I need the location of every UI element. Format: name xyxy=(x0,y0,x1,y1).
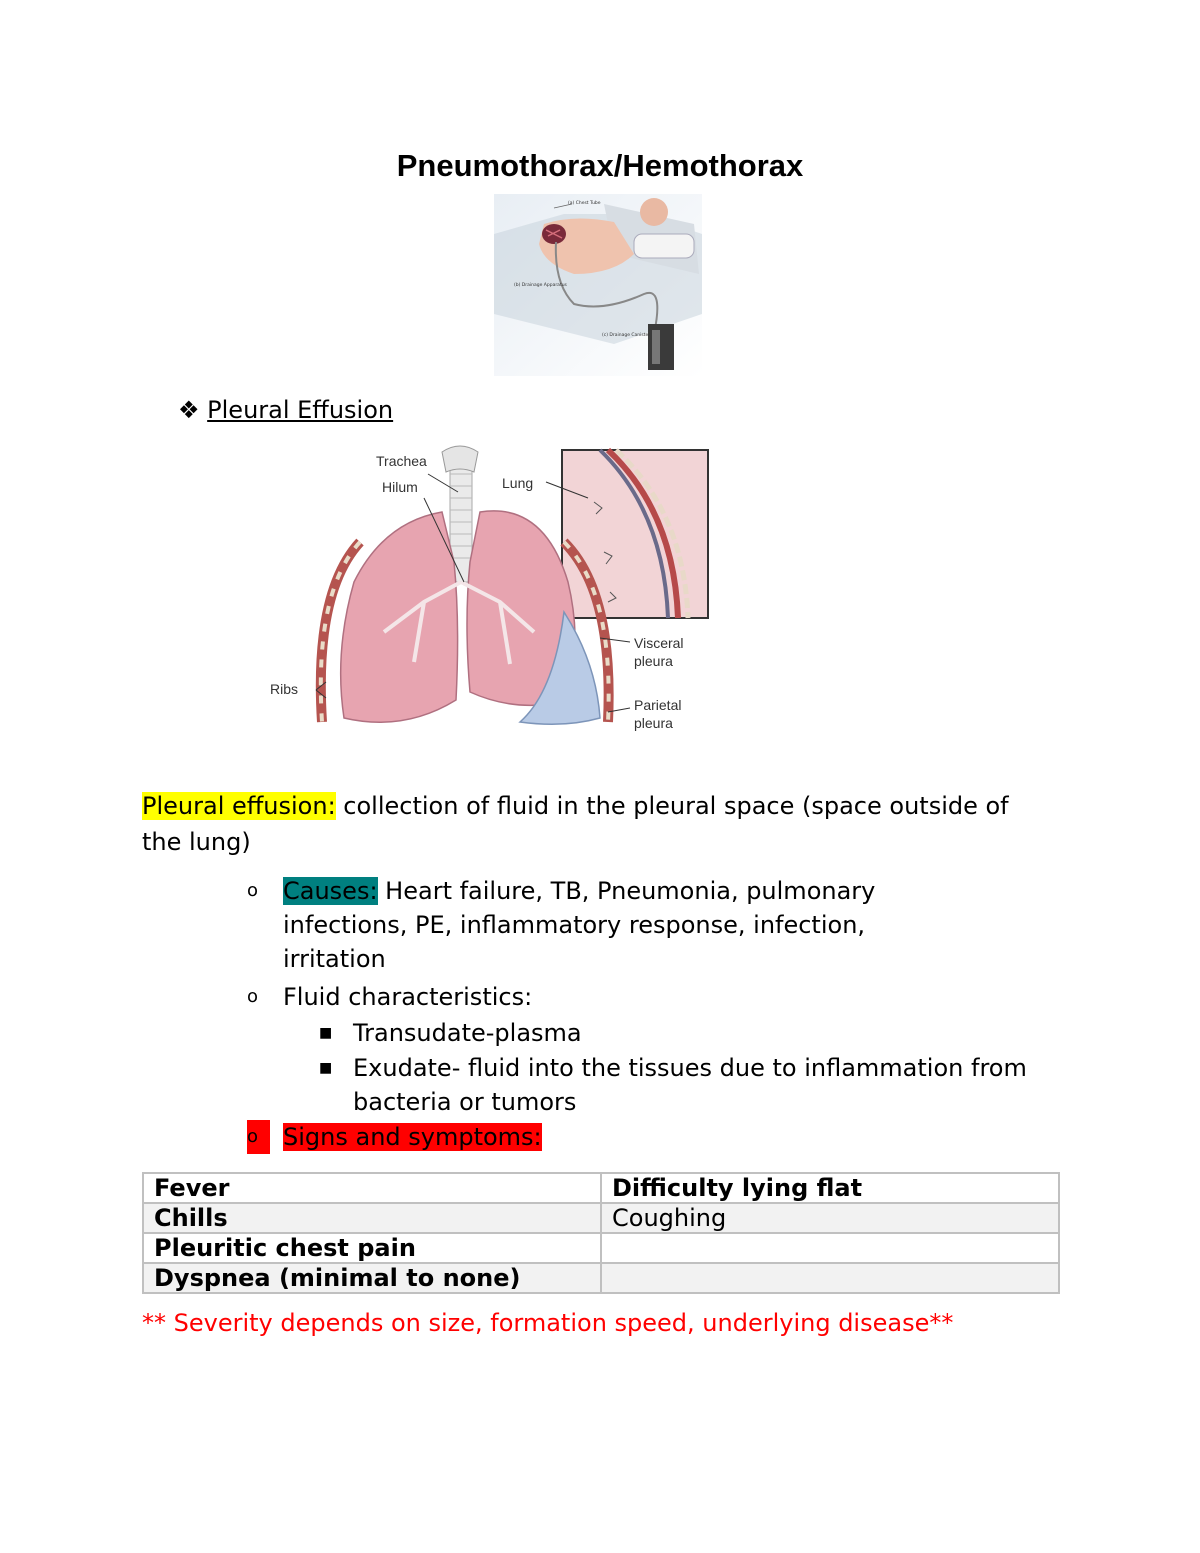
section-heading-text: Pleural Effusion xyxy=(207,396,394,424)
square-bullet-icon: ■ xyxy=(319,1025,333,1041)
signs-label: Signs and symptoms: xyxy=(283,1123,542,1151)
severity-note: ** Severity depends on size, formation speed, underlying disease** xyxy=(142,1309,954,1337)
table-row xyxy=(143,1233,1059,1263)
symptoms-table xyxy=(142,1172,1060,1294)
table-row xyxy=(143,1203,1059,1233)
label-visceral: Visceral xyxy=(634,635,684,651)
label-ribs: Ribs xyxy=(270,681,299,697)
circle-bullet-icon: o xyxy=(247,986,259,1007)
label-trachea: Trachea xyxy=(376,453,427,469)
label-parietal: Parietal xyxy=(634,697,682,713)
definition-paragraph xyxy=(142,788,1042,860)
table-row xyxy=(143,1173,1059,1203)
table-cell: Difficulty lying flat xyxy=(601,1173,1059,1203)
table-cell xyxy=(601,1233,1059,1263)
definition-text: collection of fluid in the pleural space (space outside of the lung) xyxy=(142,792,1009,856)
label-visceral-pleura: pleura xyxy=(634,653,673,669)
definition-term: Pleural effusion: xyxy=(142,792,336,820)
circle-bullet-icon: o xyxy=(247,880,259,901)
circle-bullet-icon: o xyxy=(247,1120,270,1154)
table-cell: Pleuritic chest pain xyxy=(143,1233,601,1263)
figure1-label-a: (a) Chest Tube xyxy=(568,201,601,206)
fluid-subitem-text: Transudate-plasma xyxy=(353,1019,582,1047)
label-lung: Lung xyxy=(502,475,534,491)
table-cell: Chills xyxy=(143,1203,601,1233)
figure1-label-c: (c) Drainage Canister xyxy=(602,333,651,338)
pleural-effusion-diagram xyxy=(264,432,710,734)
causes-text: Heart failure, TB, Pneumonia, pulmonary infections, PE, inflammatory response, infection, irritation xyxy=(283,877,876,973)
fluid-subitem-text: Exudate- fluid into the tissues due to inflammation from bacteria or tumors xyxy=(353,1054,1027,1116)
causes-label: Causes: xyxy=(283,877,378,905)
table-cell: Fever xyxy=(143,1173,601,1203)
diamond-bullet-icon: ❖ xyxy=(178,396,200,424)
figure1-label-b: (b) Drainage Apparatus xyxy=(514,283,567,288)
table-cell xyxy=(601,1263,1059,1293)
table-cell: Dyspnea (minimal to none) xyxy=(143,1263,601,1293)
fluid-label: Fluid characteristics: xyxy=(283,983,533,1011)
table-row xyxy=(143,1263,1059,1293)
chest-tube-illustration xyxy=(494,194,702,376)
section-heading xyxy=(178,396,393,424)
page-title: Pneumothorax/Hemothorax xyxy=(396,148,804,183)
label-parietal-pleura: pleura xyxy=(634,715,673,731)
square-bullet-icon: ■ xyxy=(319,1060,333,1076)
table-cell: Coughing xyxy=(601,1203,1059,1233)
label-hilum: Hilum xyxy=(382,479,418,495)
